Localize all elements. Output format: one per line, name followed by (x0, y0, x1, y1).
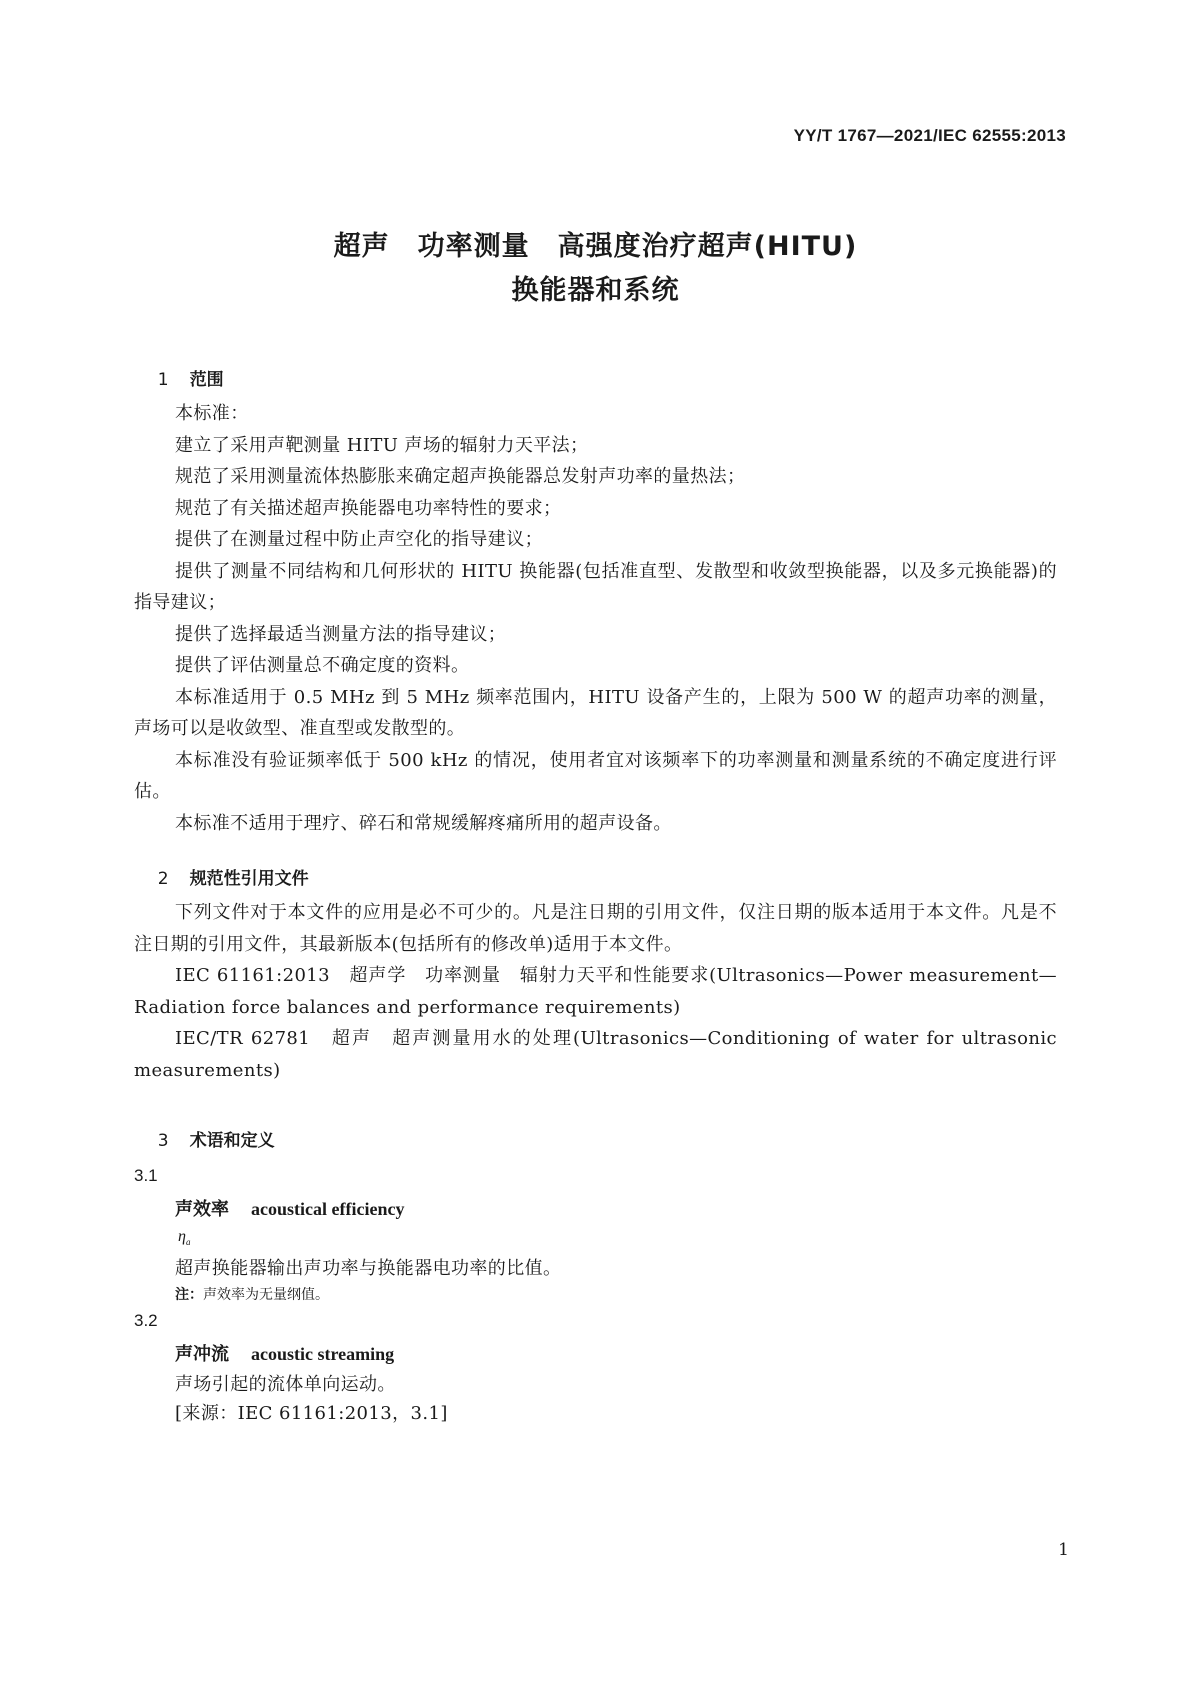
reference-entry: IEC/TR 62781 超声 超声测量用水的处理(Ultrasonics—Conditioning of water for ultrasonic measurements) (134, 1028, 1057, 1081)
section-number: 2 (157, 869, 169, 889)
paragraph: 本标准不适用于理疗、碎石和常规缓解疼痛所用的超声设备。 (175, 812, 672, 834)
term-definition: 超声换能器输出声功率与换能器电功率的比值。 (175, 1258, 562, 1279)
paragraph: 规范了采用测量流体热膨胀来确定超声换能器总发射声功率的量热法； (175, 466, 746, 487)
term-zh: 声效率 (175, 1199, 229, 1220)
term-zh: 声冲流 (175, 1344, 229, 1365)
paragraph: 规范了有关描述超声换能器电功率特性的要求； (175, 497, 562, 519)
paragraph: 提供了评估测量总不确定度的资料。 (175, 655, 470, 676)
paragraph: 提供了在测量过程中防止声空化的指导建议； (175, 529, 543, 550)
term-symbol: $\eta_a$ (178, 1228, 191, 1248)
paragraph: 提供了测量不同结构和几何形状的 HITU 换能器(包括准直型、发散型和收敛型换能器，以及多元换能器)的指导建议； (134, 560, 1057, 613)
term-en: acoustic streaming (251, 1344, 395, 1364)
paragraph: 本标准没有验证频率低于 500 kHz 的情况，使用者宜对该频率下的功率测量和测量系统的不确定度进行评估。 (134, 749, 1057, 802)
section-title: 规范性引用文件 (189, 869, 309, 889)
paragraph: 提供了选择最适当测量方法的指导建议； (175, 623, 507, 645)
note-text: 声效率为无量纲值。 (203, 1287, 329, 1303)
paragraph: 本标准适用于 0.5 MHz 到 5 MHz 频率范围内，HITU 设备产生的，上限为 500 W 的超声功率的测量，声场可以是收敛型、准直型或发散型的。 (134, 686, 1057, 739)
paragraph: 建立了采用声靶测量 HITU 声场的辐射力天平法； (175, 434, 589, 456)
term-en: acoustical efficiency (251, 1199, 405, 1219)
standard-code: YY/T 1767—2021/IEC 62555:2013 (793, 126, 1066, 145)
section-number: 1 (157, 370, 169, 390)
section-3-heading (134, 1106, 275, 1171)
note-label: 注： (175, 1287, 203, 1303)
section-1-body (134, 398, 1057, 839)
reference-entry: IEC 61161:2013 超声学 功率测量 辐射力天平和性能要求(Ultrasonics—Power measurement—Radiation force balances and performance requirements) (134, 965, 1057, 1018)
document-title-line-2: 换能器和系统 (511, 275, 680, 306)
section-title: 术语和定义 (189, 1131, 275, 1151)
term-heading (175, 1195, 404, 1221)
section-title: 范围 (189, 370, 224, 390)
section-2-body (134, 897, 1057, 1086)
paragraph: 本标准： (175, 403, 249, 424)
term-number: 3.2 (134, 1311, 158, 1330)
term-heading (175, 1340, 394, 1366)
term-definition: 声场引起的流体单向运动。 (175, 1374, 396, 1395)
paragraph: 下列文件对于本文件的应用是必不可少的。凡是注日期的引用文件，仅注日期的版本适用于本文件。凡是不注日期的引用文件，其最新版本(包括所有的修改单)适用于本文件。 (134, 902, 1057, 955)
term-source: [来源：IEC 61161:2013，3.1] (175, 1403, 448, 1424)
term-note (175, 1284, 329, 1304)
page-number: 1 (1058, 1540, 1069, 1560)
document-title-line-1: 超声 功率测量 高强度治疗超声(HITU) (333, 231, 858, 262)
section-number: 3 (157, 1131, 169, 1151)
term-number: 3.1 (134, 1166, 158, 1185)
